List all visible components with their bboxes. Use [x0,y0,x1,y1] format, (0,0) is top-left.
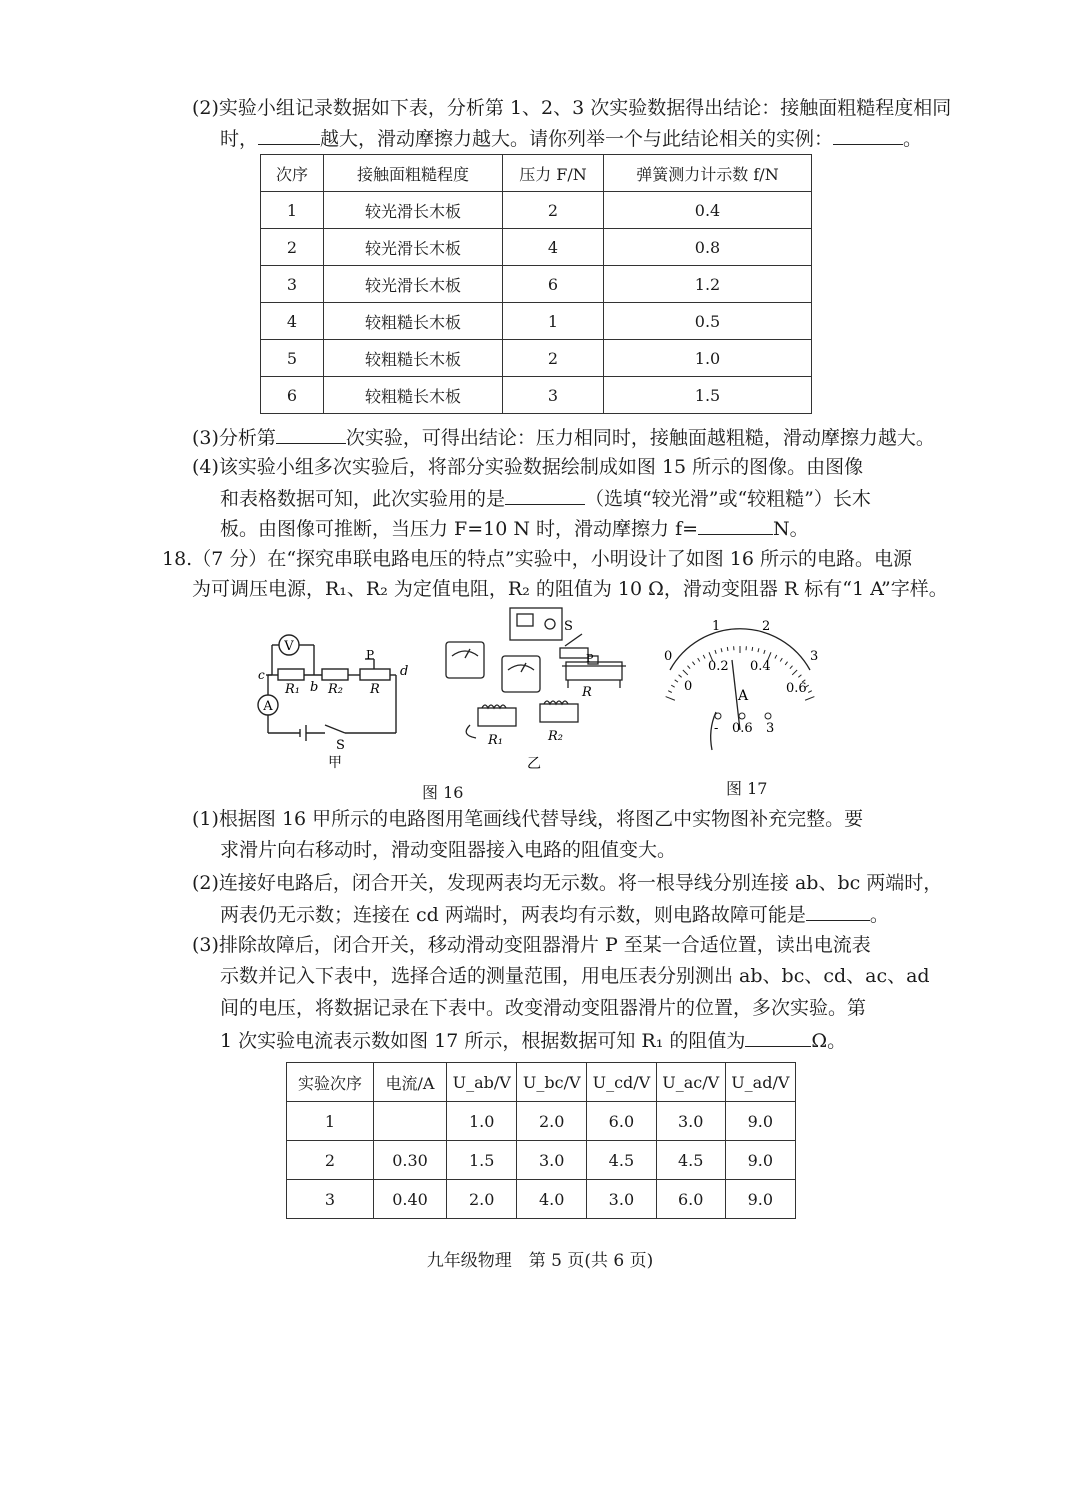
table-cell: 0.4 [604,192,812,229]
answer-blank[interactable] [806,900,870,921]
table-cell: 4.0 [517,1180,587,1219]
table-cell: 较光滑长木板 [324,266,503,303]
table-cell: 4.5 [656,1141,725,1180]
rheostat-label: R [370,682,380,697]
q18-p3-line3: 间的电压，将数据记录在下表中。改变滑动变阻器滑片的位置，多次实验。第 [220,997,867,1019]
table-row [261,229,812,266]
bottom-tick-label: 0.4 [750,659,771,674]
top-tick-label: 2 [762,619,771,634]
dial-tick [668,691,672,693]
sub-caption: 乙 [527,756,541,772]
switch-label: S [564,619,573,634]
q17-p3-line: (3)分析第 次实验，可得出结论：压力相同时，接触面越粗糙，滑动摩擦力越大。 [192,423,935,451]
table-cell: 0.5 [604,303,812,340]
ammeter-label: A [263,699,273,714]
table-cell: 0.8 [604,229,812,266]
table-cell: 3 [503,377,604,414]
table-cell: 2 [261,229,324,266]
top-tick-label: 3 [810,649,819,664]
table-cell: 9.0 [725,1102,795,1141]
table-cell: 1.5 [604,377,812,414]
table-cell: 1.2 [604,266,812,303]
answer-blank[interactable] [276,423,346,444]
q18-p2-line1: (2)连接好电路后，闭合开关，发现两表均无示数。将一根导线分别连接 ab、bc 两端时， [192,872,943,894]
table-header: U_ac/V [656,1063,725,1102]
terminal-label: 3 [766,721,775,736]
q17-p2-line1: (2)实验小组记录数据如下表，分析第 1、2、3 次实验数据得出结论：接触面粗糙程度相同 [192,97,952,119]
table-header: U_cd/V [587,1063,657,1102]
slider-p-label: P [586,652,594,665]
node-label: d [400,664,409,679]
dial-tick [698,658,700,661]
dial-tick [715,650,716,654]
table-cell: 较粗糙长木板 [324,377,503,414]
table-header: U_bc/V [517,1063,587,1102]
table-cell: 6 [261,377,324,414]
top-tick-label: 1 [712,619,721,634]
q17-p2-line2: 时， 越大，滑动摩擦力越大。请你列举一个与此结论相关的实例： 。 [220,124,922,152]
table-cell: 1 [503,303,604,340]
table-header: U_ab/V [447,1063,517,1102]
table-cell: 较光滑长木板 [324,192,503,229]
table-cell: 1.0 [604,340,812,377]
table-header: 次序 [261,155,324,192]
resistor-label: R₁ [488,733,503,748]
bottom-tick-label: 0 [684,679,693,694]
dial-tick [721,648,722,652]
table-row [261,192,812,229]
table-cell: 3.0 [656,1102,725,1141]
resistor-label: R₂ [328,682,343,697]
table-cell: 1 [287,1102,374,1141]
dial-tick [785,662,787,665]
physical-setup-yi [430,600,640,775]
q17-p4-line3: 板。由图像可推断，当压力 F=10 N 时，滑动摩擦力 f= N。 [220,514,809,542]
friction-data-table [260,154,812,414]
terminal-label: - [714,721,719,736]
dial-tick [671,685,674,687]
table-cell: 1 [261,192,324,229]
sub-caption: 甲 [328,755,342,770]
answer-blank[interactable] [698,514,773,535]
dial-tick [775,655,777,659]
dial-tick [758,648,759,652]
top-tick-label: 0 [664,649,673,664]
table-cell: 5 [261,340,324,377]
table-row [287,1141,796,1180]
table-header-row [287,1063,796,1102]
table-cell: 9.0 [725,1141,795,1180]
ammeter-dial [650,610,830,760]
dial-tick [692,662,694,665]
dial-tick [675,680,678,682]
q18-intro-line2: 为可调压电源，R₁、R₂ 为定值电阻，R₂ 的阻值为 10 Ω，滑动变阻器 R 标有“1 A”字样。 [192,578,948,600]
dial-tick [687,666,690,669]
table-cell: 2 [503,340,604,377]
table-cell: 1.0 [447,1102,517,1141]
table-cell: 3.0 [517,1141,587,1180]
dial-tick [805,697,814,701]
slider-p-label: P [366,648,375,662]
table-cell: 3 [287,1180,374,1219]
table-cell: 6 [503,266,604,303]
table-cell: 6.0 [656,1180,725,1219]
table-cell: 9.0 [725,1180,795,1219]
table-row [261,303,812,340]
q17-p4-line1: (4)该实验小组多次实验后，将部分实验数据绘制成如图 15 所示的图像。由图像 [192,456,864,478]
table-cell: 2 [287,1141,374,1180]
dial-tick [752,647,753,651]
dial-tick [703,655,705,659]
q18-p1-line1: (1)根据图 16 甲所示的电路图用笔画线代替导线，将图乙中实物图补充完整。要 [192,808,864,830]
page-footer: 九年级物理 第 5 页(共 6 页) [426,1251,654,1271]
q18-p3-line1: (3)排除故障后，闭合开关，移动滑动变阻器滑片 P 至某一合适位置，读出电流表 [192,934,871,956]
dial-tick [727,647,728,651]
q18-intro-line1: 18.（7 分）在“探究串联电路电压的特点”实验中，小明设计了如图 16 所示的电路。电源 [162,548,913,570]
table-cell: 较光滑长木板 [324,229,503,266]
q18-p3-line2: 示数并记入下表中，选择合适的测量范围，用电压表分别测出 ab、bc、cd、ac、ad [220,965,930,987]
answer-blank[interactable] [505,484,585,505]
dial-tick [792,670,797,675]
q18-p1-line2: 求滑片向右移动时，滑动变阻器接入电路的阻值变大。 [220,839,677,861]
voltage-data-table [286,1062,796,1219]
answer-blank[interactable] [258,124,320,145]
bottom-tick-label: 0.6 [786,681,807,696]
dial-tick [790,666,793,669]
dial-tick [798,675,801,678]
answer-blank[interactable] [833,124,903,145]
table-row [261,266,812,303]
table-cell: 4 [503,229,604,266]
table-cell: 较粗糙长木板 [324,303,503,340]
figure-16-caption: 图 16 [422,783,464,802]
table-cell: 4 [261,303,324,340]
table-row [287,1102,796,1141]
q18-p2-line2: 两表仍无示数；连接在 cd 两端时，两表均有示数，则电路故障可能是 。 [220,900,889,928]
table-cell: 2 [503,192,604,229]
unit-label: A [738,688,749,704]
rheostat-label: R [582,685,592,700]
terminal-label: 0.6 [732,721,753,736]
q17-p4-line2: 和表格数据可知，此次实验用的是 （选填“较光滑”或“较粗糙”）长木 [220,484,871,512]
node-label: b [310,680,319,695]
dial-tick [666,697,675,701]
figure-17-caption: 图 17 [726,779,768,798]
table-row [261,340,812,377]
bottom-tick-label: 0.2 [708,659,729,674]
circuit-diagram-jia [250,625,420,770]
dial-tick [683,670,688,675]
table-row [287,1180,796,1219]
table-cell: 2.0 [447,1180,517,1219]
table-cell[interactable] [374,1102,447,1141]
resistor-label: R₁ [285,682,300,697]
table-header: 实验次序 [287,1063,374,1102]
table-header: U_ad/V [725,1063,795,1102]
table-header-row [261,155,812,192]
table-header: 电流/A [374,1063,447,1102]
table-cell: 3.0 [587,1180,657,1219]
switch-label: S [336,738,345,753]
table-cell: 2.0 [517,1102,587,1141]
voltmeter-label: V [284,639,294,654]
dial-tick [679,675,682,678]
table-cell: 1.5 [447,1141,517,1180]
table-row [261,377,812,414]
node-label: c [258,668,265,682]
table-header: 弹簧测力计示数 f/N [604,155,812,192]
table-cell: 3 [261,266,324,303]
table-cell: 6.0 [587,1102,657,1141]
answer-blank[interactable] [745,1026,811,1047]
dial-tick [780,658,782,661]
table-cell: 0.30 [374,1141,447,1180]
dial-tick [808,691,812,693]
table-cell: 4.5 [587,1141,657,1180]
table-header: 接触面粗糙程度 [324,155,503,192]
table-cell: 0.40 [374,1180,447,1219]
q18-p3-line4: 1 次实验电流表示数如图 17 所示，根据数据可知 R₁ 的阻值为 Ω。 [220,1026,846,1054]
table-cell: 较粗糙长木板 [324,340,503,377]
table-header: 压力 F/N [503,155,604,192]
dial-tick [764,650,765,654]
resistor-label: R₂ [548,729,563,744]
